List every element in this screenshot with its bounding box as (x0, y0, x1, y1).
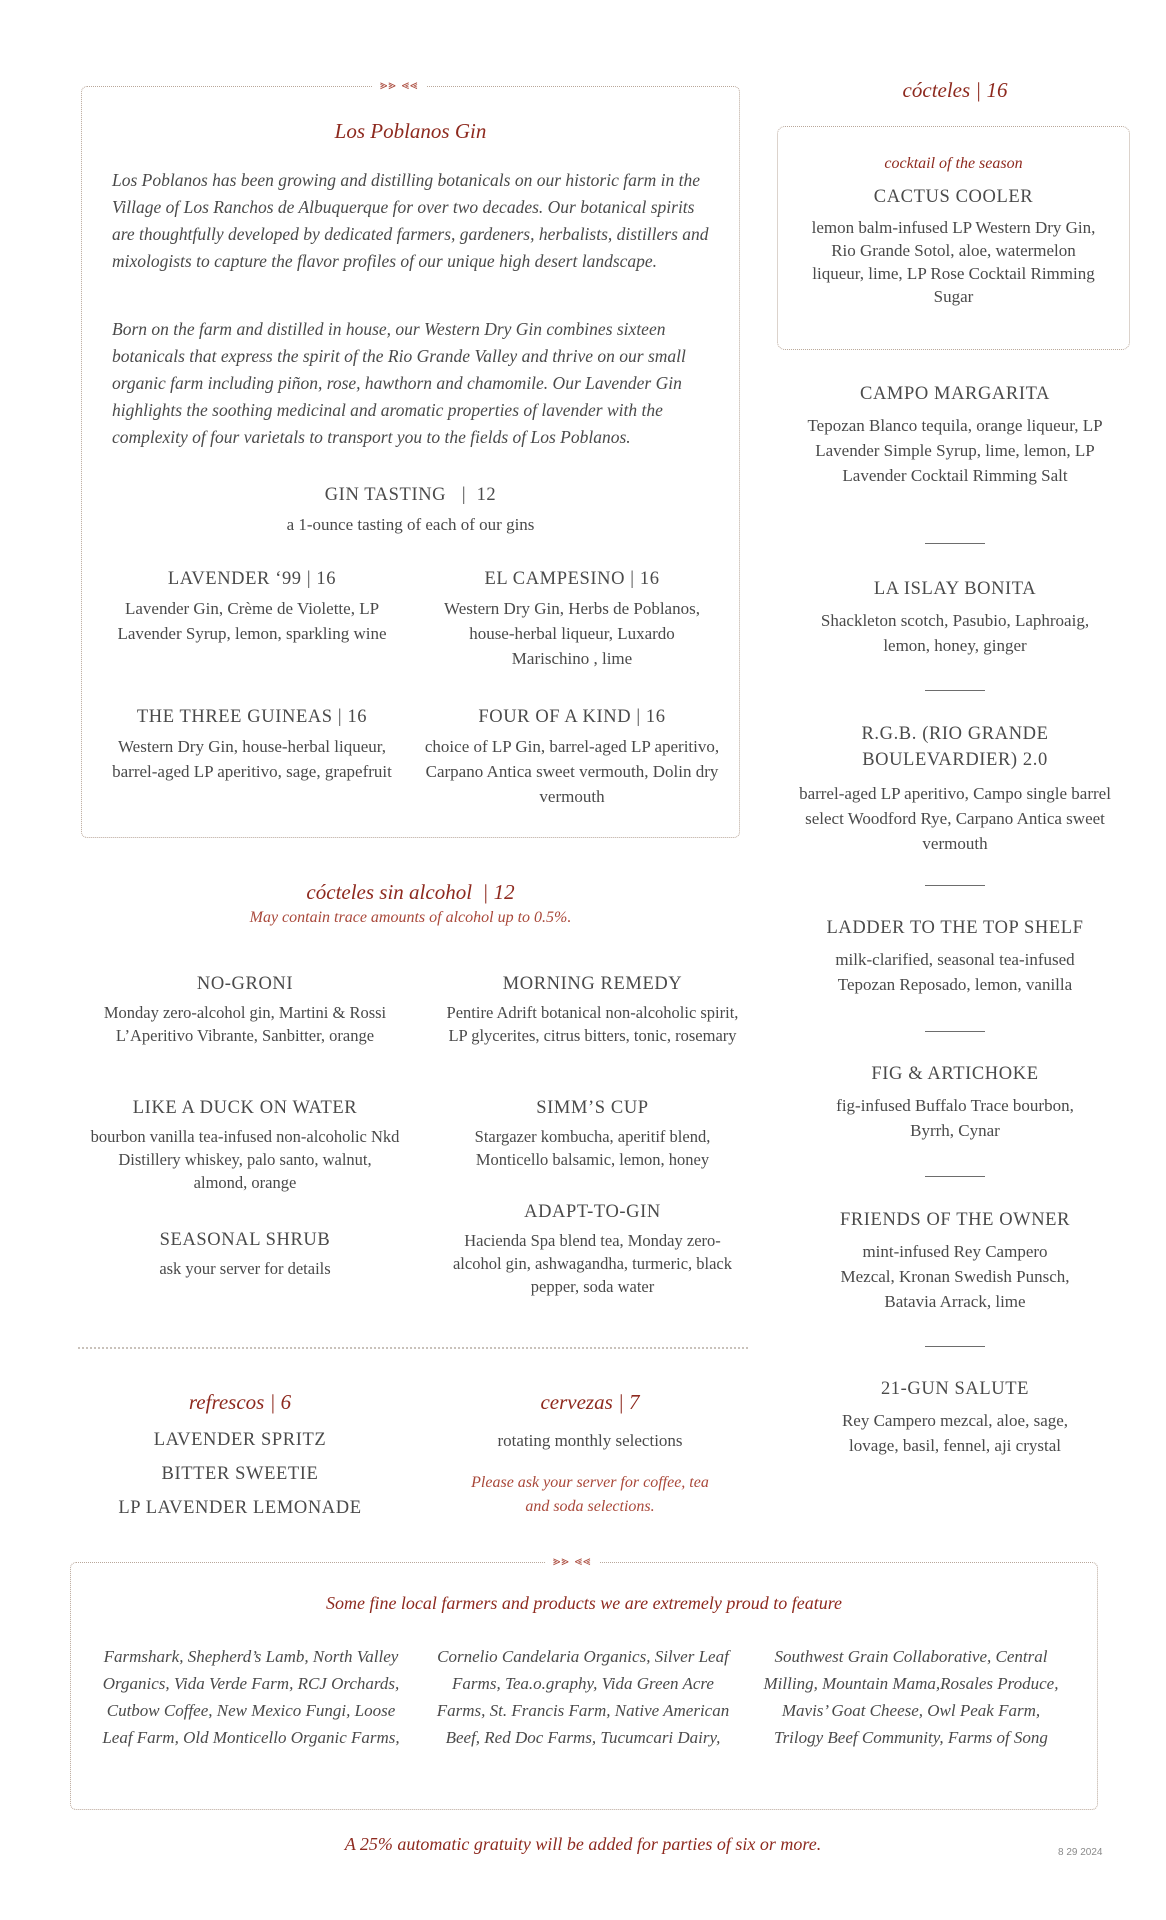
farmers-column: Farmshark, Shepherd’s Lamb, North Valley Organics, Vida Verde Farm, RCJ Orchards, Cutbow Coffee, New Mexico Fungi, Loose Leaf Farm, Old Monticello Organic Farms, (102, 1647, 400, 1747)
sin-alcohol-header (81, 880, 740, 927)
cocteles-title: cócteles | 16 (902, 78, 1008, 102)
refresco-item: LP LAVENDER LEMONADE (118, 1498, 362, 1518)
menu-date: 8 29 2024 (1058, 1847, 1103, 1858)
item-name: 21-GUN SALUTE (880, 1379, 1030, 1399)
item-desc: mint-infused Rey Campero Mezcal, Kronan Swedish Punsch, Batavia Arrack, lime (840, 1242, 1070, 1311)
cocktail-item (780, 579, 1130, 658)
item-desc: Tepozan Blanco tequila, orange liqueur, LP Lavender Simple Syrup, lime, lemon, LP Lavender Cocktail Rimming Salt (807, 416, 1103, 485)
item-name: MORNING REMEDY (502, 974, 683, 994)
na-cocktail-item (440, 1098, 745, 1171)
item-desc: barrel-aged LP aperitivo, Campo single barrel select Woodford Rye, Carpano Antica sweet vermouth (799, 784, 1111, 853)
cocktail-item (780, 384, 1130, 488)
gin-section (81, 78, 740, 838)
na-cocktail-item (440, 974, 745, 1047)
wheat-ornament-icon: ⪢⪢ ⪡⪡ (372, 79, 426, 93)
item-desc: Lavender Gin, Crème de Violette, LP Lavender Syrup, lemon, sparkling wine (117, 599, 387, 643)
section-divider (78, 1347, 748, 1349)
cocktail-item (780, 918, 1130, 997)
item-name: ADAPT-TO-GIN (524, 1202, 661, 1222)
gin-tasting-desc: a 1-ounce tasting of each of our gins (286, 515, 535, 534)
item-desc: Hacienda Spa blend tea, Monday zero-alcohol gin, ashwagandha, turmeric, black pepper, soda water (452, 1231, 733, 1296)
item-divider (925, 1031, 985, 1032)
item-name: FRIENDS OF THE OWNER (839, 1210, 1071, 1230)
item-name: CAMPO MARGARITA (860, 384, 1050, 404)
item-name: THE THREE GUINEAS | 16 (136, 707, 368, 727)
refrescos-title: refrescos | 6 (188, 1390, 292, 1414)
item-name: SEASONAL SHRUB (159, 1230, 331, 1250)
cocktail-item (780, 1379, 1130, 1458)
cocktail-item (780, 1210, 1130, 1314)
cervezas-desc: rotating monthly selections (497, 1431, 683, 1450)
item-divider (925, 543, 985, 544)
farmers-title: Some fine local farmers and products we are extremely proud to feature (325, 1593, 843, 1613)
cervezas-section (440, 1390, 740, 1519)
item-divider (925, 1176, 985, 1177)
na-cocktail-item (440, 1202, 745, 1298)
na-cocktail-item (90, 1230, 400, 1280)
cervezas-title: cervezas | 7 (540, 1390, 640, 1414)
item-name: CACTUS COOLER (873, 187, 1034, 207)
item-name: LIKE A DUCK ON WATER (132, 1098, 358, 1118)
refresco-item: BITTER SWEETIE (161, 1464, 319, 1484)
cocktail-item (780, 721, 1130, 856)
item-desc: bourbon vanilla tea-infused non-alcoholic Nkd Distillery whiskey, palo santo, walnut, almond, orange (90, 1127, 400, 1192)
gin-description-paragraph: Born on the farm and distilled in house, our Western Dry Gin combines sixteen botanicals that express the spirit of the Rio Grande Valley and thrive on our small organic farm including piñon, rose, hawthorn and chamomile. Our Lavender Gin highlights the soothing medicinal and aromatic properties of lavender with the complexity of four varietals to transport you to the fields of Los Poblanos. (112, 319, 686, 447)
item-name: EL CAMPESINO | 16 (484, 569, 660, 589)
gin-cocktail-item (422, 707, 722, 809)
item-name: SIMM’S CUP (536, 1098, 649, 1118)
item-desc: Western Dry Gin, Herbs de Poblanos, house-herbal liqueur, Luxardo Marischino , lime (444, 599, 700, 668)
item-desc: Shackleton scotch, Pasubio, Laphroaig, lemon, honey, ginger (820, 611, 1090, 655)
item-desc: Monday zero-alcohol gin, Martini & Rossi L’Aperitivo Vibrante, Sanbitter, orange (103, 1003, 387, 1045)
item-desc: lemon balm-infused LP Western Dry Gin, Rio Grande Sotol, aloe, watermelon liqueur, lime, LP Rose Cocktail Rimming Sugar (811, 218, 1096, 306)
item-desc: Pentire Adrift botanical non-alcoholic spirit, LP glycerites, citrus bitters, tonic, rosemary (446, 1003, 739, 1045)
item-divider (925, 1346, 985, 1347)
local-farmers-section (70, 1554, 1098, 1810)
cocktail-of-season-box (777, 126, 1130, 350)
gin-cocktail-item (112, 569, 392, 646)
item-desc: choice of LP Gin, barrel-aged LP aperitivo, Carpano Antica sweet vermouth, Dolin dry vermouth (424, 737, 720, 806)
farmers-column: Cornelio Candelaria Organics, Silver Leaf Farms, Tea.o.graphy, Vida Green Acre Farms, St. Francis Farm, Native American Beef, Red Doc Farms, Tucumcari Dairy, (436, 1647, 730, 1747)
sin-alcohol-note: May contain trace amounts of alcohol up to 0.5%. (249, 909, 572, 926)
item-desc: Western Dry Gin, house-herbal liqueur, barrel-aged LP aperitivo, sage, grapefruit (112, 737, 392, 781)
sin-alcohol-title: cócteles sin alcohol | 12 (306, 880, 515, 904)
item-name: R.G.B. (RIO GRANDE BOULEVARDIER) 2.0 (861, 724, 1049, 770)
item-desc: Rey Campero mezcal, aloe, sage, lovage, basil, fennel, aji crystal (841, 1411, 1069, 1455)
item-divider (925, 885, 985, 886)
item-desc: milk-clarified, seasonal tea-infused Tepozan Reposado, lemon, vanilla (835, 950, 1075, 994)
item-name: LAVENDER ‘99 | 16 (167, 569, 337, 589)
season-label: cocktail of the season (884, 155, 1023, 172)
item-name: NO-GRONI (196, 974, 294, 994)
refrescos-section (90, 1390, 390, 1519)
gin-tasting (82, 485, 739, 537)
gin-intro-paragraph: Los Poblanos has been growing and distilling botanicals on our historic farm in the Village of Los Ranchos de Albuquerque for over two decades. Our botanical spirits are thoughtfully developed by dedicated farmers, gardeners, herbalists, distillers and mixologists to capture the flavor profiles of our unique high desert landscape. (112, 170, 709, 271)
beverage-service-note: Please ask your server for coffee, tea and soda selections. (471, 1474, 709, 1515)
farmers-column: Southwest Grain Collaborative, Central Milling, Mountain Mama,Rosales Produce, Mavis’ Goat Cheese, Owl Peak Farm, Trilogy Beef Community, Farms of Song (763, 1647, 1059, 1747)
refresco-item: LAVENDER SPRITZ (153, 1430, 327, 1450)
na-cocktail-item (90, 974, 400, 1047)
item-desc: Stargazer kombucha, aperitif blend, Monticello balsamic, lemon, honey (474, 1127, 711, 1169)
wheat-ornament-icon: ⪢⪢ ⪡⪡ (545, 1555, 599, 1569)
item-divider (925, 690, 985, 691)
item-desc: fig-infused Buffalo Trace bourbon, Byrrh, Cynar (836, 1096, 1074, 1140)
item-name: LADDER TO THE TOP SHELF (826, 918, 1084, 938)
item-desc: ask your server for details (159, 1259, 331, 1278)
gin-cocktail-item (432, 569, 712, 671)
item-name: FIG & ARTICHOKE (871, 1064, 1039, 1084)
gin-tasting-name: GIN TASTING | 12 (324, 485, 497, 505)
gin-cocktail-item (112, 707, 392, 784)
gin-title: Los Poblanos Gin (334, 119, 487, 143)
item-name: LA ISLAY BONITA (873, 579, 1037, 599)
item-name: FOUR OF A KIND | 16 (478, 707, 666, 727)
na-cocktail-item (90, 1098, 400, 1194)
gratuity-note: A 25% automatic gratuity will be added for parties of six or more. (344, 1834, 822, 1854)
cocktail-item (780, 1064, 1130, 1143)
